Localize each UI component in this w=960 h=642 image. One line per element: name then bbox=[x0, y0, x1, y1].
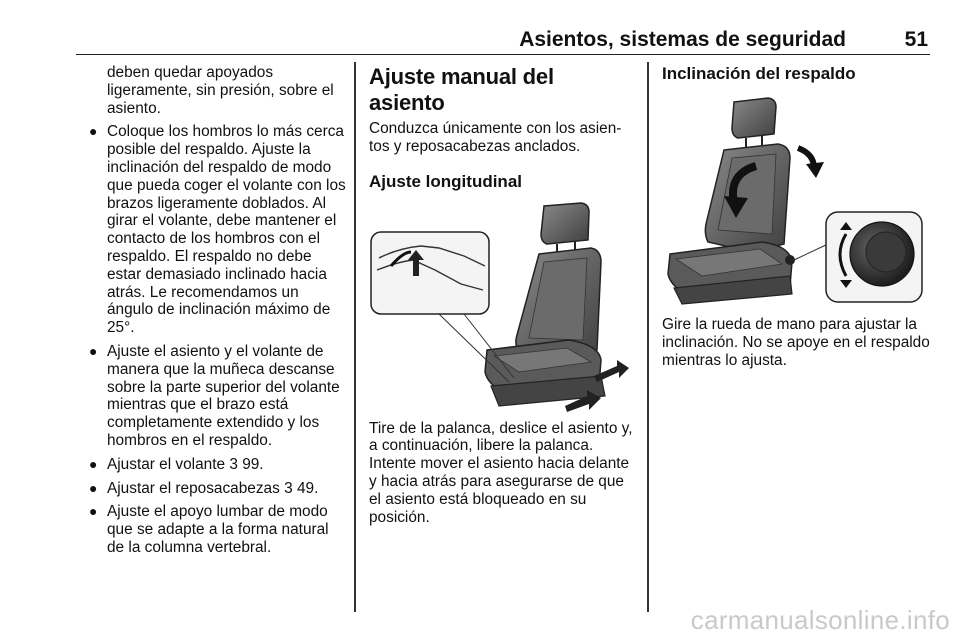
list-item bbox=[88, 456, 346, 474]
instruction-paragraph: Tire de la palanca, deslice el asiento y, a continuación, libere la palanca. Intente mover el asiento hacia delante y hacia atrás para asegurarse de que el asiento está bloqueado en su posición. bbox=[369, 419, 633, 526]
bullet-icon: ● bbox=[89, 479, 98, 496]
seat-recline-illustration bbox=[662, 94, 926, 306]
intro-paragraph: Conduzca únicamente con los asientos y reposacabezas anclados. bbox=[369, 120, 622, 155]
bullet-icon: ● bbox=[89, 342, 98, 359]
column-1 bbox=[88, 64, 346, 563]
subsection-heading: Inclinación del respaldo bbox=[662, 64, 856, 83]
list-item bbox=[88, 123, 346, 337]
bullet-list bbox=[88, 123, 346, 556]
list-item-text: Ajuste el asiento y el volante de manera que la muñeca descanse sobre la parte superior del volante mientras que el brazo está completamente extendido y los hombros en el respaldo. bbox=[107, 342, 340, 449]
watermark: carmanualsonline.info bbox=[690, 605, 950, 635]
list-item bbox=[88, 343, 346, 450]
subsection-heading: Ajuste longitudinal bbox=[369, 171, 522, 191]
list-item bbox=[88, 503, 346, 556]
list-item bbox=[88, 480, 346, 498]
list-item-text: Ajustar el volante bbox=[107, 455, 226, 473]
list-item-text: Coloque los hombros lo más cerca posible del respaldo. Ajuste la inclinación del respaldo de modo que pueda coger el volante con los brazos ligeramente doblados. Al girar el volante, debe mantener el contacto de los hombros con el respaldo. El respaldo no debe estar demasiado inclinado hacia atrás. Le recomendamos un ángulo de inclinación máximo de 25°. bbox=[107, 123, 346, 337]
column-divider bbox=[647, 62, 649, 612]
section-heading: Ajuste manual del asiento bbox=[369, 64, 554, 115]
column-divider bbox=[354, 62, 356, 612]
bullet-icon: ● bbox=[89, 455, 98, 472]
continued-paragraph: deben quedar apoyados ligeramente, sin presión, sobre el asiento. bbox=[107, 64, 334, 117]
column-2 bbox=[369, 64, 635, 526]
bullet-icon: ● bbox=[89, 123, 98, 140]
page-ref-link[interactable] bbox=[229, 456, 263, 473]
column-3 bbox=[662, 64, 930, 369]
seat-longitudinal-illustration bbox=[369, 200, 631, 412]
page-header bbox=[76, 24, 930, 55]
reference-page: 49. bbox=[296, 479, 319, 497]
page-title: Asientos, sistemas de seguridad bbox=[519, 28, 846, 51]
instruction-paragraph: Gire la rueda de mano para ajustar la inclinación. No se apoye en el respaldo mientras lo ajusta. bbox=[662, 316, 930, 369]
page-ref-link[interactable] bbox=[284, 480, 318, 497]
reference-page: 99. bbox=[242, 455, 264, 473]
list-item-text: Ajuste el apoyo lumbar de modo que se adapte a la forma natural de la columna vertebral. bbox=[107, 503, 329, 556]
bullet-icon: ● bbox=[89, 503, 98, 520]
reference-arrow-icon: 3 bbox=[229, 455, 238, 473]
reference-arrow-icon: 3 bbox=[284, 479, 293, 497]
page-number: 51 bbox=[904, 28, 928, 51]
list-item-text: Ajustar el reposacabezas bbox=[107, 479, 280, 497]
